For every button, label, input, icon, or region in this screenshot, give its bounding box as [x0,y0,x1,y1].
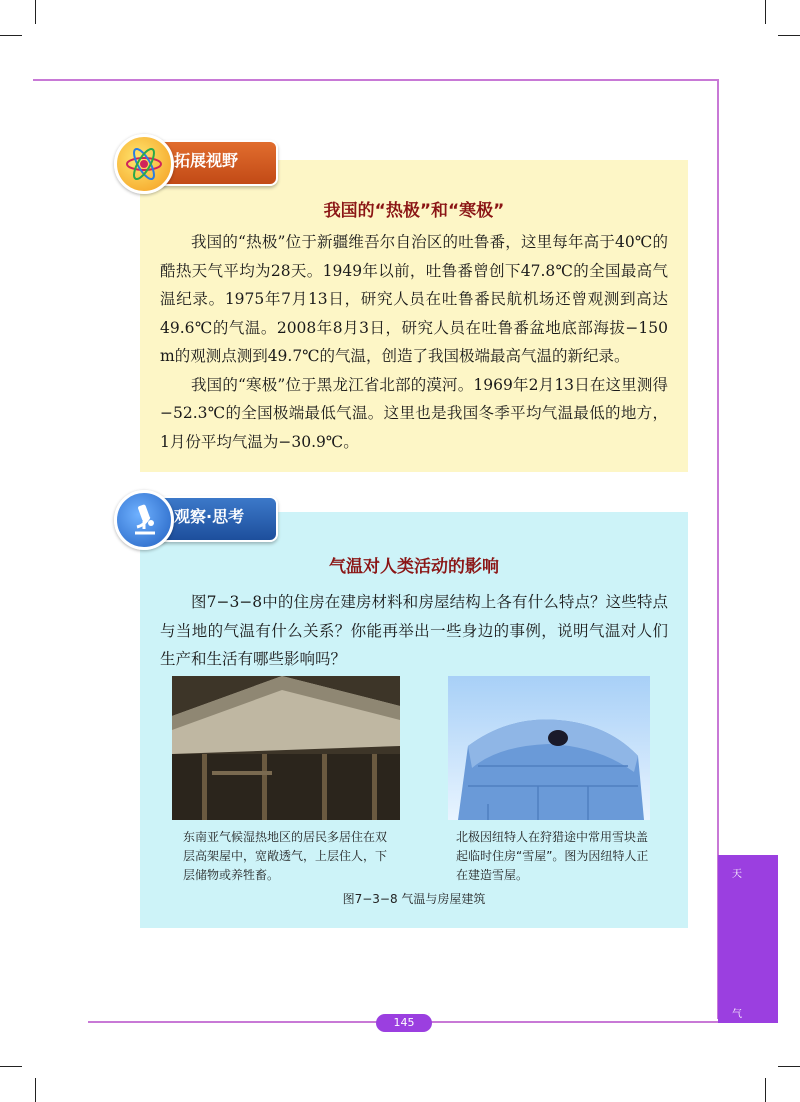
crop-mark [35,1078,36,1102]
crop-mark [765,1078,766,1102]
chapter-side-tab [718,855,778,1023]
crop-mark [35,0,36,24]
observe-section-question [160,588,668,674]
crop-mark [778,1066,800,1067]
microscope-icon [114,490,174,550]
extend-section-badge [124,140,278,186]
crop-mark [0,35,22,36]
extend-paragraph: 我国的“热极”位于新疆维吾尔自治区的吐鲁番，这里每年高于40℃的酷热天气平均为28天。1949年以前，吐鲁番曾创下47.8℃的全国最高气温纪录。1975年7月13日，研究人员在吐鲁番民航机场还曾观测到高达49.6℃的气温。2008年8月3日，研究人员在吐鲁番盆地底部海拔−150 m的观测点测到49.7℃的气温，创造了我国极端最高气温的新纪录。 [160,233,668,365]
observe-badge-label: 观察·思考 [174,507,245,526]
caption-right: 北极因纽特人在狩猎途中常用雪块盖起临时住房“雪屋”。图为因纽特人正在建造雪屋。 [456,830,649,882]
stilt-house-photo [172,676,400,820]
caption-left: 东南亚气候湿热地区的居民多居住在双层高架屋中，宽敞透气，上层住人，下层储物或养牲畜。 [183,830,388,882]
crop-mark [778,35,800,36]
side-tab-char-bottom: 气 [732,1009,742,1020]
page-number: 145 [376,1014,432,1032]
observe-section-badge [124,496,278,542]
igloo-photo [448,676,650,820]
atom-icon [114,134,174,194]
extend-badge-label: 拓展视野 [174,151,239,170]
crop-mark [0,1066,22,1067]
observe-question: 图7−3−8中的住房在建房材料和房屋结构上各有什么特点？这些特点与当地的气温有什么关系？你能再举出一些身边的事例，说明气温对人们生产和生活有哪些影响吗？ [160,593,668,668]
extend-paragraph: 我国的“寒极”位于黑龙江省北部的漠河。1969年2月13日在这里测得−52.3℃的全国极端最低气温。这里也是我国冬季平均气温最低的地方，1月份平均气温为−30.9℃。 [160,375,668,451]
extend-section-body [160,228,668,456]
page-top-rule [33,79,717,81]
side-tab-char-top: 天 [732,869,742,880]
crop-mark [765,0,766,24]
figure-title: 图7−3−8 气温与房屋建筑 [342,892,486,906]
observe-section-title: 气温对人类活动的影响 [329,557,499,577]
extend-section-title: 我国的“热极”和“寒极” [323,201,505,221]
